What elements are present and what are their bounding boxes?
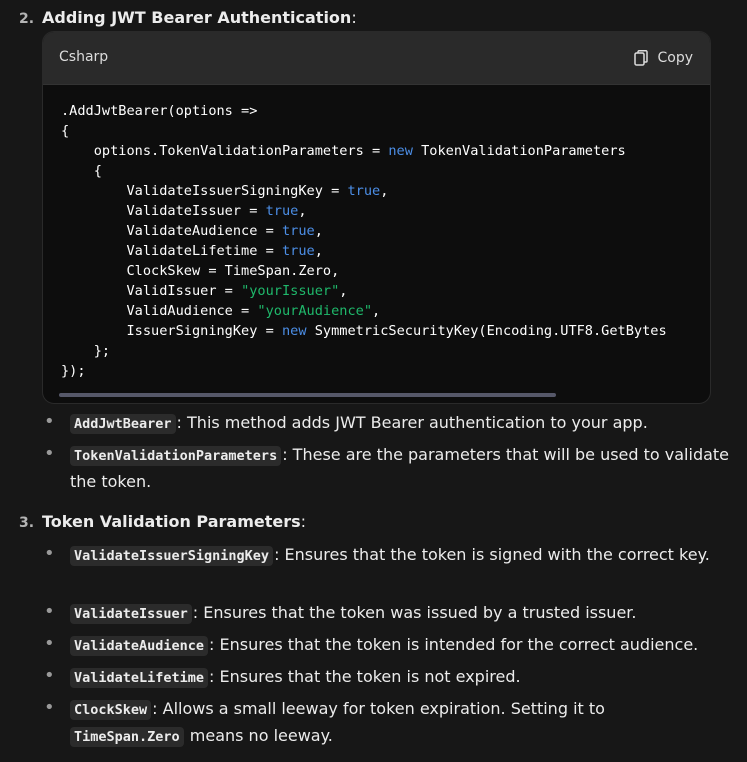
code-block [42,31,711,404]
section-number: 2. [19,11,35,27]
code-line [61,101,701,121]
list-item-description: : Ensures that the token was issued by a trusted issuer. [192,603,637,622]
list-item-description: : Ensures that the token is not expired. [209,667,521,686]
copy-icon [634,50,648,66]
list-item-text [70,542,730,569]
bullet-icon: • [44,443,55,464]
list-item-text [70,410,730,437]
code-line [61,361,701,381]
list-item-description: means no leeway. [184,726,333,745]
horizontal-scrollbar[interactable] [59,393,556,397]
list-item-description: : Ensures that the token is signed with the correct key. [274,545,710,564]
list-item-description: : Ensures that the token is intended for the correct audience. [209,635,699,654]
list-item-text [70,696,730,750]
copy-code-button[interactable] [634,47,693,69]
code-keyword: true [281,243,315,259]
section-number: 3. [19,515,35,531]
list-item-text [70,632,730,659]
code-token: .AddJwtBearer(options => [61,103,258,119]
code-token: ValidIssuer = [61,283,242,299]
inline-code: TokenValidationParameters [70,446,281,466]
code-keyword: new [388,143,413,159]
code-line [61,281,701,301]
list-item-text [70,600,730,627]
code-token: , [380,183,389,199]
code-token: ValidateIssuerSigningKey = [61,183,348,199]
code-line [61,321,701,341]
code-block-header [43,32,710,85]
section-title-colon: : [351,8,357,27]
code-token: ValidateLifetime = [61,243,282,259]
copy-button-label: Copy [657,50,693,66]
bullet-icon: • [44,633,55,654]
section-heading-2 [0,5,747,33]
code-token: IssuerSigningKey = [61,323,282,339]
code-line [61,141,701,161]
code-token: , [314,243,323,259]
inline-code: ValidateLifetime [70,668,208,688]
code-token: options.TokenValidationParameters = [61,143,389,159]
code-line [61,201,701,221]
bullet-icon: • [44,411,55,432]
code-token: ValidateIssuer = [61,203,266,219]
code-token: TokenValidationParameters [412,143,626,159]
inline-code: ClockSkew [70,700,151,720]
code-token: SymmetricSecurityKey(Encoding.UTF8.GetBytes [306,323,667,339]
section-title-text: Token Validation Parameters [42,512,301,531]
code-keyword: true [265,203,299,219]
code-keyword: new [281,323,307,339]
section-title-text: Adding JWT Bearer Authentication [42,8,352,27]
code-token: ValidAudience = [61,303,258,319]
code-line [61,261,701,281]
code-line [61,161,701,181]
code-token: , [372,303,381,319]
code-line [61,301,701,321]
list-item-description: : These are the parameters that will be used to validate the token. [70,445,730,491]
inline-code: ValidateIssuerSigningKey [70,546,273,566]
code-token: }); [61,363,86,379]
list-item-description: : This method adds JWT Bearer authentication to your app. [176,413,648,432]
code-line [61,341,701,361]
code-content[interactable] [61,101,701,391]
code-token: , [298,203,307,219]
code-token: , [314,223,323,239]
code-line [61,221,701,241]
list-item-text [70,442,730,495]
inline-code: ValidateAudience [70,636,208,656]
code-token: , [339,283,348,299]
bullet-icon: • [44,601,55,622]
code-token: { [61,123,70,139]
list-item-description: : Allows a small leeway for token expiration. Setting it to [152,699,605,718]
code-keyword: true [281,223,315,239]
code-string: "yourAudience" [257,303,372,319]
code-line [61,241,701,261]
code-string: "yourIssuer" [241,283,340,299]
bullet-icon: • [44,543,55,564]
code-line [61,181,701,201]
section-title-colon: : [300,512,307,531]
code-token: { [61,163,102,179]
bullet-icon: • [44,665,55,686]
section-title [42,8,357,27]
code-keyword: true [347,183,381,199]
section-title [42,512,306,531]
code-language-label: Csharp [59,49,109,65]
code-token: ClockSkew = TimeSpan.Zero, [61,263,340,279]
section-heading-3 [0,509,747,537]
inline-code: TimeSpan.Zero [70,727,184,747]
code-token: ValidateAudience = [61,223,282,239]
code-line [61,121,701,141]
inline-code: ValidateIssuer [70,604,192,624]
list-item-text [70,664,730,691]
inline-code: AddJwtBearer [70,414,176,434]
code-token: }; [61,343,111,359]
bullet-icon: • [44,697,55,718]
